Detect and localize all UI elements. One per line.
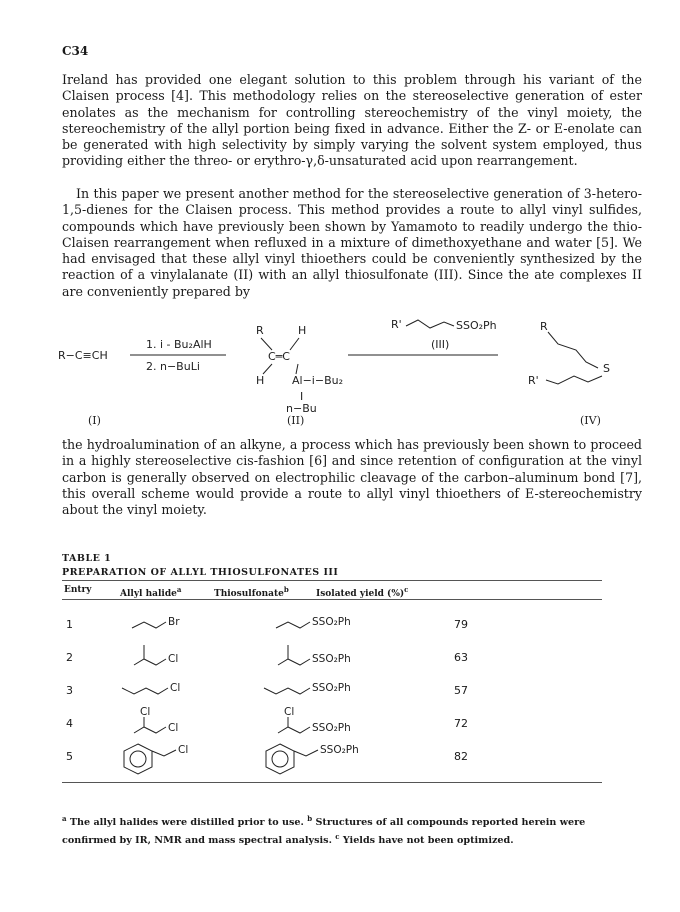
row-entry: 1 [66, 618, 73, 631]
table-row [62, 608, 642, 641]
svg-text:SSO₂Ph: SSO₂Ph [312, 682, 351, 694]
footnote-a-mark: a [62, 814, 67, 823]
paragraph-method [62, 186, 642, 300]
product-r-prime: R' [528, 374, 539, 387]
vinyl-cc: C═C [268, 350, 290, 363]
table-row [62, 641, 642, 674]
row-yield: 82 [454, 750, 468, 763]
allyl-thiosulfonate-structure [272, 608, 392, 641]
crotyl-chloride-structure [120, 674, 220, 707]
reagent-step1: 1. i - Bu₂AlH [146, 338, 212, 351]
methallyl-thiosulfonate-structure [272, 641, 392, 674]
row-yield: 72 [454, 717, 468, 730]
svg-text:Cl: Cl [178, 744, 189, 756]
label-ii: (II) [287, 414, 305, 427]
label-i: (I) [88, 414, 101, 427]
svg-text:Cl: Cl [168, 653, 179, 665]
row-entry: 3 [66, 684, 73, 697]
allyl-bromide-structure [128, 608, 218, 641]
butyl-group: n−Bu [286, 402, 317, 415]
table-title: PREPARATION OF ALLYL THIOSULFONATES III [62, 567, 339, 578]
footnote-c-mark: c [335, 832, 340, 842]
row-entry: 4 [66, 717, 73, 730]
chloromethallyl-thiosulfonate-structure [272, 707, 392, 740]
paragraph-ireland [62, 72, 642, 170]
product-allyl-chain [546, 376, 602, 384]
bond-r-c [261, 338, 272, 350]
svg-text:Cl: Cl [284, 707, 295, 718]
svg-text:SSO₂Ph: SSO₂Ph [312, 722, 351, 734]
vinyl-h-top: H [298, 324, 307, 337]
aluminum-group: Al−i−Bu₂ [292, 374, 343, 387]
chloromethallyl-chloride-structure [128, 707, 218, 740]
reagent-sso2ph: SSO₂Ph [456, 319, 497, 332]
paragraph-1-text: Ireland has provided one elegant solution to this problem through his variant of the Claisen process [4]. This methodology relies on the stereoselective generation of ester enolates as the mechanism for controlling stereochemistry of the vinyl moiety, the stereochemistry of the allyl portion being fixed in advance. Either the Z- or E-enolate can be generated with high selectivity by simply varying the solvent system employed, thus providing either the threo- or erythro-γ,δ-unsaturated acid upon rearrangement. [62, 72, 642, 169]
product-r: R [540, 320, 548, 333]
page-number: C34 [62, 44, 89, 58]
svg-text:Cl: Cl [140, 707, 151, 718]
table-bottom-rule [62, 782, 602, 783]
vinyl-r-label: R [256, 324, 264, 337]
bond-c-al [296, 364, 298, 374]
methallyl-chloride-structure [128, 641, 218, 674]
svg-text:SSO₂Ph: SSO₂Ph [312, 653, 351, 665]
footnote-c: Yields have not been optimized. [339, 835, 514, 847]
product-vinyl-chain [548, 332, 598, 368]
table-caption [62, 552, 642, 580]
reagent-label-iii: (III) [431, 338, 450, 351]
svg-text:SSO₂Ph: SSO₂Ph [312, 616, 351, 628]
reagent-step2: 2. n−BuLi [146, 360, 200, 373]
product-s: S [603, 362, 610, 375]
bond-c-h [263, 364, 272, 374]
paragraph-hydroalumination [62, 437, 642, 518]
row-yield: 63 [454, 651, 468, 664]
row-entry: 2 [66, 651, 73, 664]
table-header-row [62, 581, 642, 599]
al-stub: I [300, 390, 304, 403]
footnote-b-mark: b [307, 814, 313, 823]
table-number: TABLE 1 [62, 553, 112, 564]
header-allyl-halide: Allyl halide$^a$ [120, 585, 182, 599]
cinnamyl-chloride-structure [120, 740, 230, 778]
paragraph-2-text: In this paper we present another method for the stereoselective generation of 3-hetero-1,5-dienes for the Claisen process. This method provides a route to allyl vinyl sulfides, compounds which have previously been shown by Yamamoto to readily undergo the thio-Claisen rearrangement when refluxed in a mixture of dimethoxyethane and water [5]. We had envisaged that these allyl vinyl thioethers could be conveniently synthesized by the reaction of a vinylalanate (II) with an allyl thiosulfonate (III). Since the ate complexes II are conveniently prepared by [62, 186, 642, 299]
row-yield: 57 [454, 684, 468, 697]
crotyl-thiosulfonate-structure [262, 674, 392, 707]
paragraph-3-text: the hydroalumination of an alkyne, a process which has previously been shown to proceed in a highly stereoselective cis-fashion [6] and since retention of configuration at the vinyl carbon is generally observed on electrophilic cleavage of the carbon–aluminum bond [7], this overall scheme would provide a route to allyl vinyl thioethers of E-stereochemistry about the vinyl moiety. [62, 437, 642, 518]
table-header-rule [62, 599, 602, 600]
header-yield: Isolated yield (%)$^c$ [316, 585, 409, 599]
header-entry: Entry [64, 585, 92, 595]
table-row [62, 707, 642, 740]
row-entry: 5 [66, 750, 73, 763]
table-footnotes [62, 812, 642, 848]
bond-h-c [290, 338, 299, 350]
reaction-scheme [58, 312, 638, 430]
table-row [62, 740, 642, 778]
footnote-a: The allyl halides were distilled prior to use. [66, 817, 308, 829]
header-thiosulfonate: Thiosulfonate$^b$ [214, 585, 289, 599]
table-row [62, 674, 642, 707]
reagent-chain [406, 320, 454, 328]
table-allyl-thiosulfonates [62, 552, 642, 783]
row-yield: 79 [454, 618, 468, 631]
svg-text:Cl: Cl [168, 722, 179, 734]
alkyne-formula: R−C≡CH [58, 349, 108, 362]
cinnamyl-thiosulfonate-structure [262, 740, 392, 778]
footnote-b: Structures of all compounds reported herein were confirmed by IR, NMR and mass spectral analysis. [62, 817, 586, 847]
label-iv: (IV) [580, 414, 601, 427]
svg-text:SSO₂Ph: SSO₂Ph [320, 744, 359, 756]
reagent-r-prime: R' [391, 318, 402, 331]
vinyl-h-bottom: H [256, 374, 265, 387]
svg-text:Br: Br [168, 616, 180, 628]
svg-text:Cl: Cl [170, 682, 181, 694]
